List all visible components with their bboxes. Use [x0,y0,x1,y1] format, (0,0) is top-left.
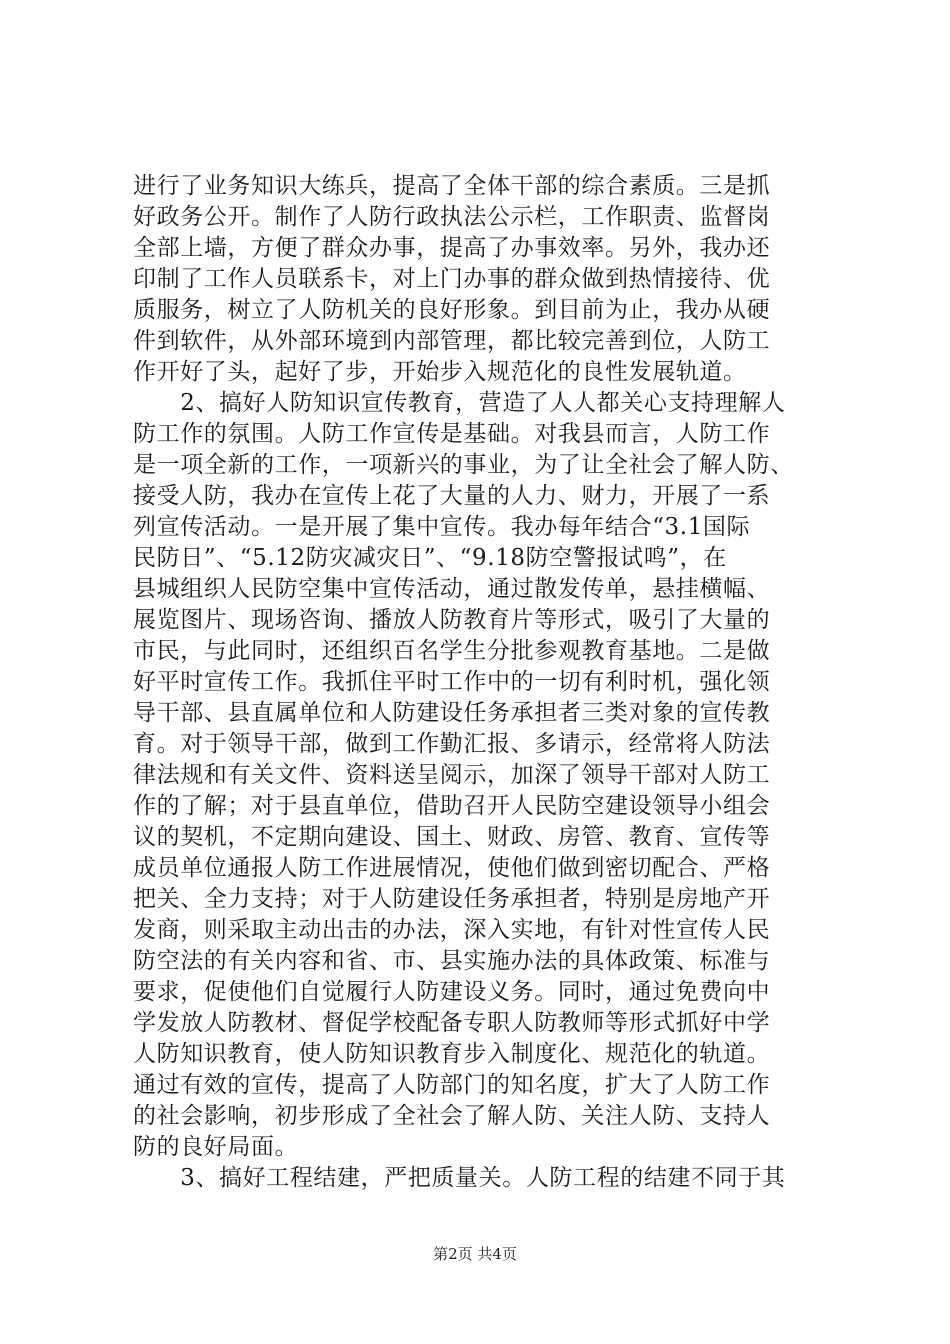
text-line: 防空法的有关内容和省、市、县实施办法的具体政策、标准与 [133,948,771,974]
text-line: 民防日”、“5.12防灾减灾日”、“9.18防空警报试鸣”，在 [133,545,727,571]
text-line: 3、搞好工程结建，严把质量关。人防工程的结建不同于其 [133,1165,786,1191]
text-line: 全部上墙，方便了群众办事，提高了办事效率。另外，我办还 [133,235,771,261]
text-line: 议的契机，不定期向建设、国土、财政、房管、教育、宣传等 [133,824,771,850]
text-line: 人防知识教育，使人防知识教育步入制度化、规范化的轨道。 [133,1041,771,1067]
text-line: 进行了业务知识大练兵，提高了全体干部的综合素质。三是抓 [133,173,771,199]
text-line: 市民，与此同时，还组织百名学生分批参观教育基地。二是做 [133,638,771,664]
text-line: 印制了工作人员联系卡，对上门办事的群众做到热情接待、优 [133,266,771,292]
text-line: 是一项全新的工作，一项新兴的事业，为了让全社会了解人防、 [133,452,794,478]
text-line: 展览图片、现场咨询、播放人防教育片等形式，吸引了大量的 [133,607,771,633]
text-line: 作的了解；对于县直单位，借助召开人民防空建设领导小组会 [133,793,771,819]
text-line: 防的良好局面。 [133,1134,299,1160]
text-line: 育。对于领导干部，做到工作勤汇报、多请示，经常将人防法 [133,731,771,757]
text-line: 学发放人防教材、督促学校配备专职人防教师等形式抓好中学 [133,1010,771,1036]
text-line: 发商，则采取主动出击的办法，深入实地，有针对性宣传人民 [133,917,771,943]
text-line: 好平时宣传工作。我抓住平时工作中的一切有利时机，强化领 [133,669,771,695]
text-line: 质服务，树立了人防机关的良好形象。到目前为止，我办从硬 [133,297,771,323]
text-line: 律法规和有关文件、资料送呈阅示，加深了领导干部对人防工 [133,762,771,788]
text-line: 2、搞好人防知识宣传教育，营造了人人都关心支持理解人 [133,390,786,416]
text-line: 成员单位通报人防工作进展情况，使他们做到密切配合、严格 [133,855,771,881]
text-line: 作开好了头，起好了步，开始步入规范化的良性发展轨道。 [133,359,747,385]
text-line: 件到软件，从外部环境到内部管理，都比较完善到位，人防工 [133,328,771,354]
text-line: 要求，促使他们自觉履行人防建设义务。同时，通过免费向中 [133,979,771,1005]
text-line: 列宣传活动。一是开展了集中宣传。我办每年结合“3.1国际 [133,514,751,540]
text-line: 接受人防，我办在宣传上花了大量的人力、财力，开展了一系 [133,483,771,509]
text-line: 把关、全力支持；对于人防建设任务承担者，特别是房地产开 [133,886,771,912]
page-footer: 第2页 共4页 [433,1245,517,1263]
text-line: 县城组织人民防空集中宣传活动，通过散发传单，悬挂横幅、 [133,576,771,602]
text-line: 防工作的氛围。人防工作宣传是基础。对我县而言，人防工作 [133,421,771,447]
text-line: 好政务公开。制作了人防行政执法公示栏，工作职责、监督岗 [133,204,771,230]
text-line: 导干部、县直属单位和人防建设任务承担者三类对象的宣传教 [133,700,771,726]
text-line: 的社会影响，初步形成了全社会了解人防、关注人防、支持人 [133,1103,771,1129]
text-line: 通过有效的宣传，提高了人防部门的知名度，扩大了人防工作 [133,1072,771,1098]
